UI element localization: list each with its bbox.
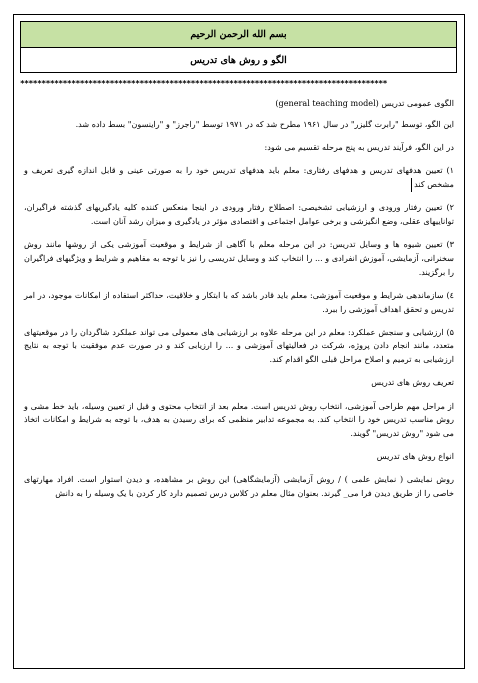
general-model-heading xyxy=(24,97,454,111)
general-model-heading-en: (general teaching model) xyxy=(275,98,379,108)
bismillah-text: بسم الله الرحمن الرحیم xyxy=(190,29,287,40)
general-model-intro: این الگو، توسط "رابرت گلیزر" در سال ۱۹۶۱ مطرح شد که در ۱۹۷۱ توسط "راجرز" و "راینسون" بسط داده شد. xyxy=(75,118,454,129)
step-1 xyxy=(24,164,454,192)
star-separator: ************************************************************************************** xyxy=(20,79,387,88)
teaching-method-body: از مراحل مهم طراحی آموزشی، انتخاب روش تدریس است. معلم بعد از انتخاب محتوی و قبل از تعیین وسیله، باید خط مشی و روش مناسب تدریس خود را انتخاب کند. به مجموعه تدابیر منظمی که برای رسیدن به هدف، با توجه به شرایط و امکانات اتخاذ می شود "روش تدریس" گویند. xyxy=(24,400,454,438)
general-model-intro2: در این الگو، فرآیند تدریس به پنج مرحله تقسیم می شود: xyxy=(264,141,454,152)
text-cursor xyxy=(411,178,412,192)
step-5: ۵) ارزشیابی و سنجش عملکرد: معلم در این مرحله علاوه بر ارزشیابی های معمولی می تواند عملکرد شاگردان را در موقعیتهای متعدد، مانند انجام دادن پروژه، شرکت در فعالیتهای آموزشی و ... را ارزیابی کند و در صورت عدم موفقیت با توجه به نتایج ارزشیابی به ترمیم و اصلاح مراحل قبلی الگو اقدام کند. xyxy=(24,326,454,365)
step-1-text: ۱) تعیین هدفهای تدریس و هدفهای رفتاری: معلم باید هدفهای تدریس خود را به صورتی عینی و قابل اندازه گیری تعریف و مشخص کند xyxy=(24,165,454,189)
document-title: الگو و روش های تدریس xyxy=(190,54,287,66)
teaching-method-heading: تعریف روش های تدریس xyxy=(371,377,454,388)
step-4: ٤) سازماندهی شرایط و موقعیت آموزشی: معلم باید قادر باشد که با ابتکار و خلاقیت، حداکثر استفاده از امکانات موجود، در امر تدریس و تحقق اهداف آموزشی را ببرد. xyxy=(24,289,454,314)
document-body xyxy=(24,97,454,510)
method-types-heading: انواع روش های تدریس xyxy=(376,451,454,462)
general-model-heading-fa: الگوی عمومی تدریس xyxy=(381,98,454,108)
step-3: ۳) تعیین شیوه ها و وسایل تدریس: در این مرحله معلم با آگاهی از شرایط و موقعیت آموزشی یکی از روشها مانند روش سخنرانی، آزمایشی، آموزش انفرادی و ... را انتخاب کند و وسایل تدریسی را نیز با توجه به مفاهیم و شرایط و ویژگیهای فراگیران را برگزیند. xyxy=(24,239,454,277)
step-2: ۲) تعیین رفتار ورودی و ارزشیابی تشخیصی: اصطلاح رفتار ورودی در اینجا منعکس کننده کلیه یادگیریهای گذشته فراگیران، تواناییهای عقلی، وضع انگیزشی و برخی عوامل اجتماعی و اقتصادی مؤثر در یادگیری و میزان رشد آنان است. xyxy=(24,202,454,227)
header-table xyxy=(20,21,457,73)
title-row xyxy=(20,48,457,73)
bismillah-row xyxy=(20,21,457,48)
method-types-body: روش نمایشی ( نمایش علمی ) / روش آزمایشی (آزمایشگاهی) این روش بر مشاهده، و دیدن استوار است. افراد مهارتهای خاصی را از طریق دیدن فرا می_ گیرند. بعنوان مثال معلم در کلاس درس تصمیم دارد کار کردن با یک وسیله را به دانش xyxy=(24,474,454,499)
